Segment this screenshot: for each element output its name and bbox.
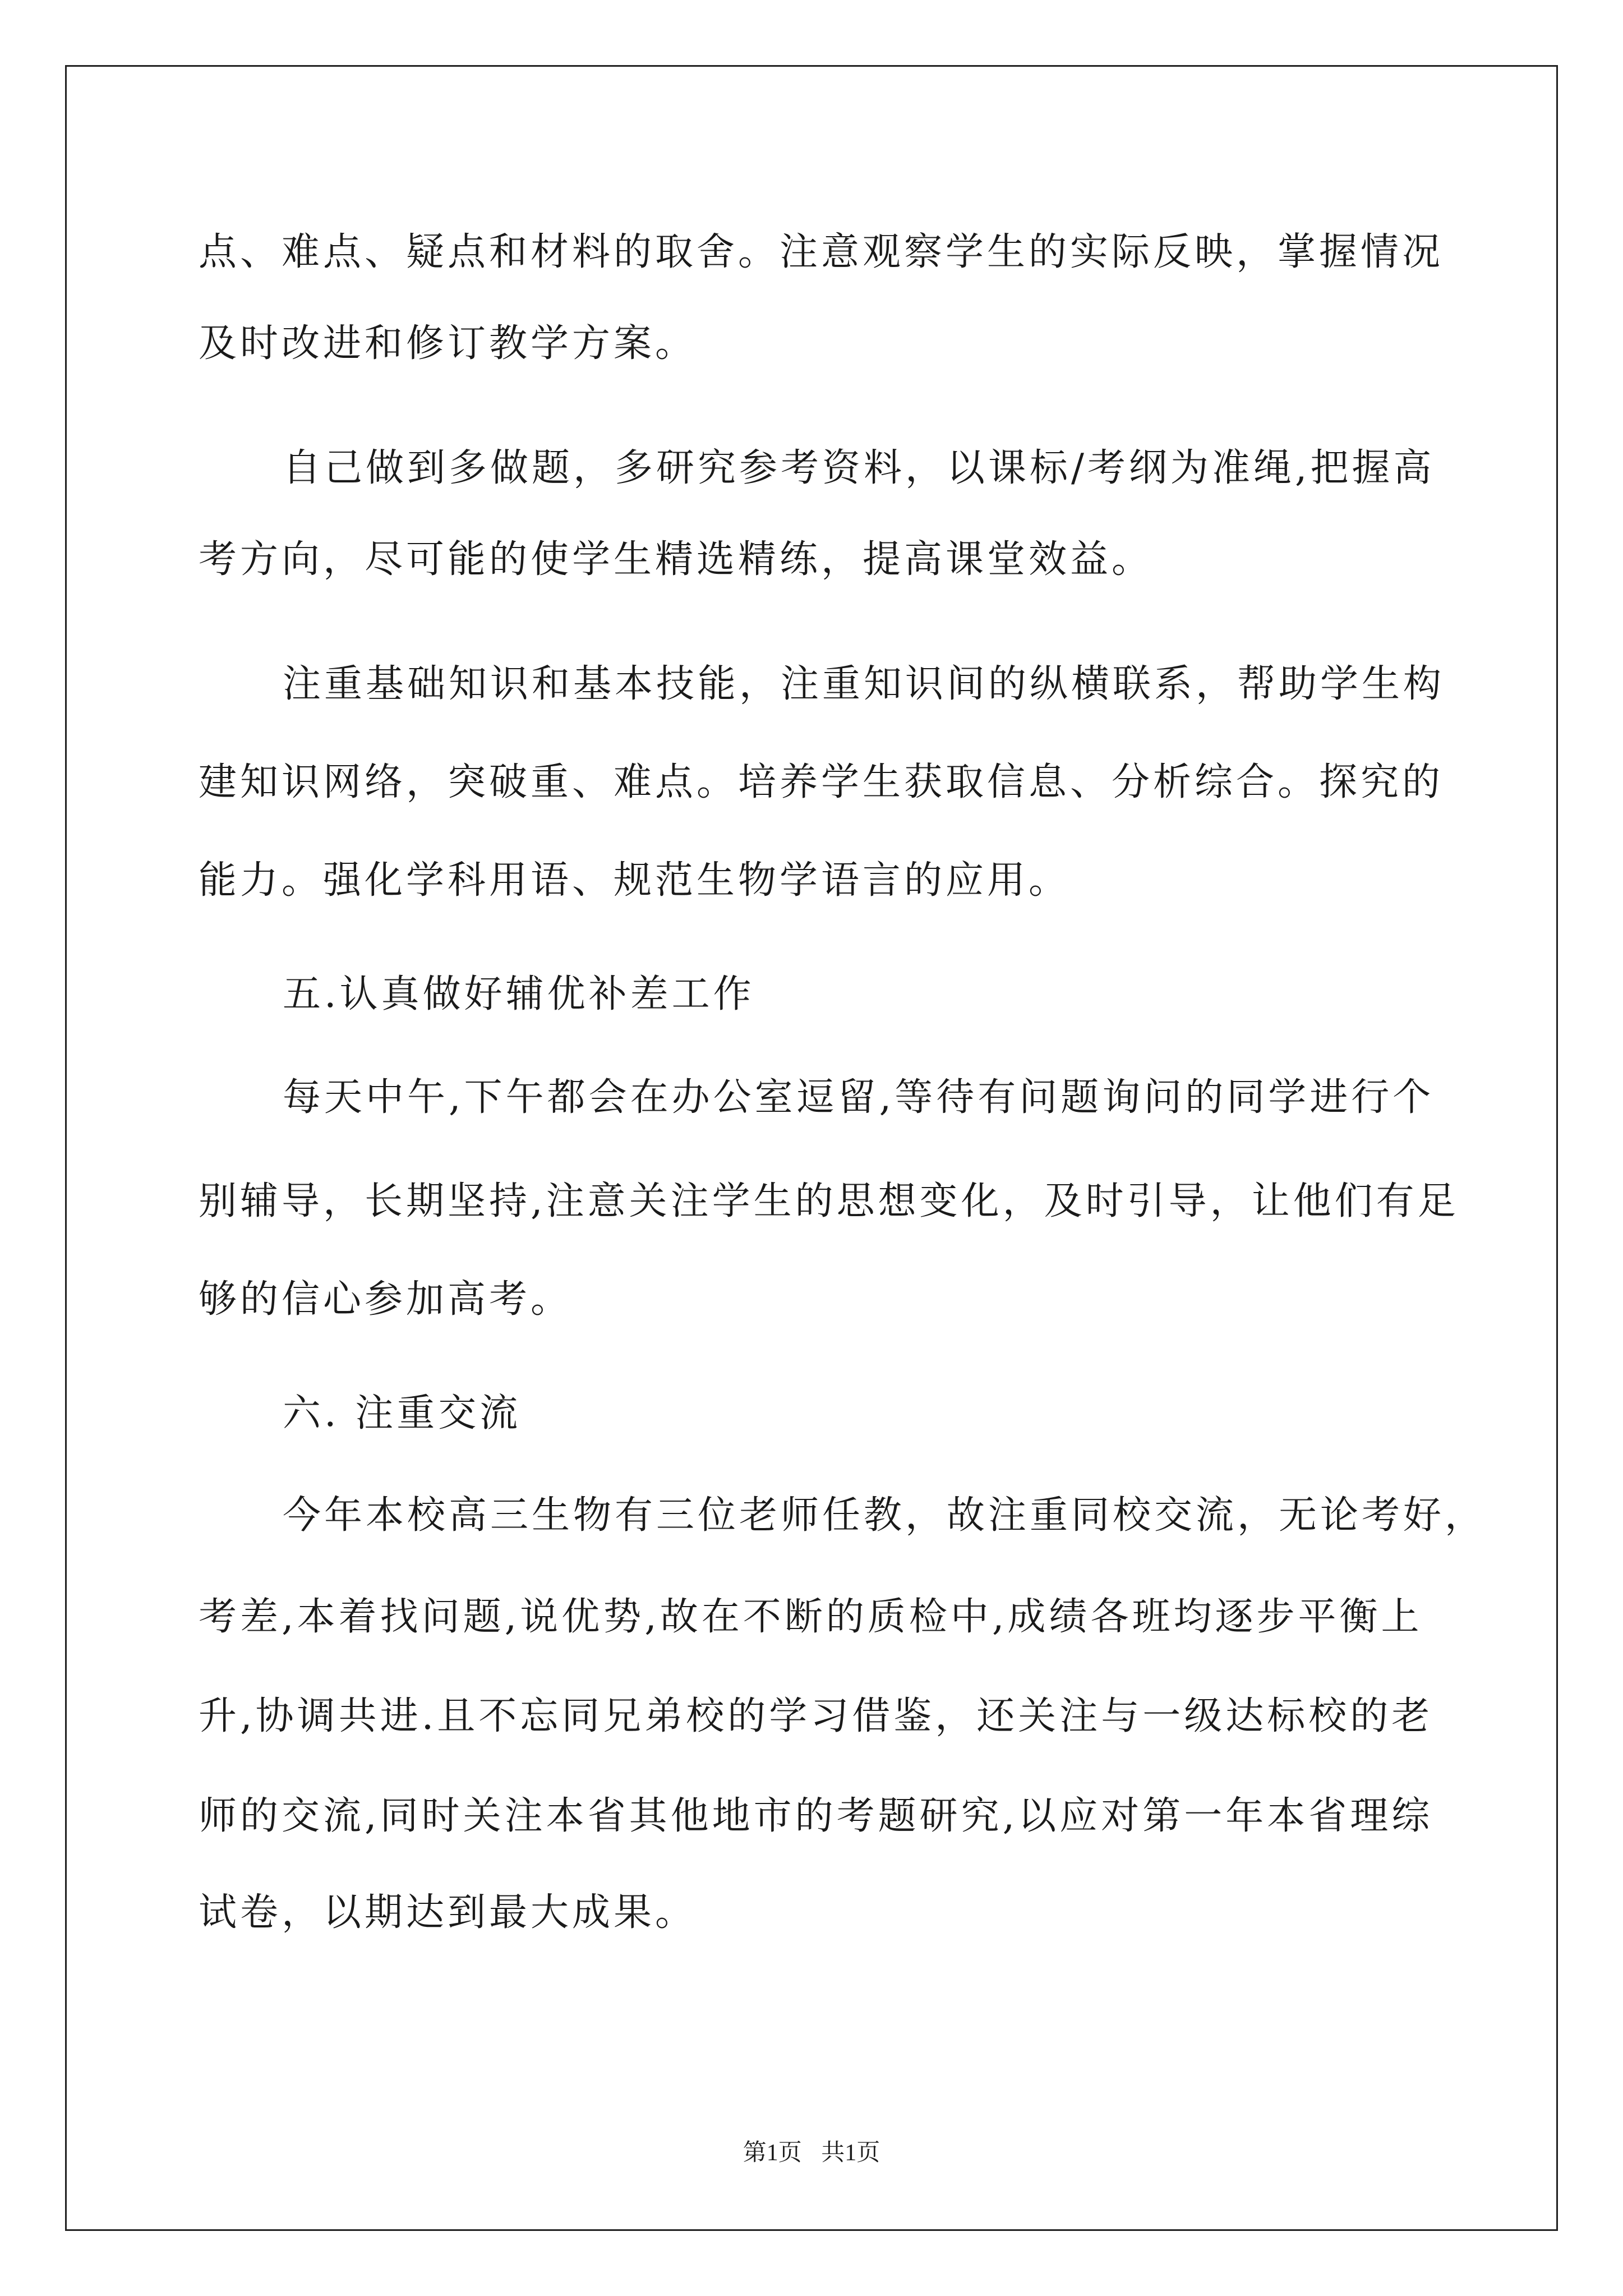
body-line: 够的信心参加高考。: [199, 1277, 573, 1322]
body-line: 考差,本着找问题,说优势,故在不断的质检中,成绩各班均逐步平衡上: [199, 1595, 1423, 1639]
section-heading-6: 六. 注重交流: [283, 1391, 522, 1435]
body-line: 及时改进和修订教学方案。: [199, 321, 697, 366]
body-line: 别辅导，长期坚持,注意关注学生的思想变化，及时引导，让他们有足: [199, 1179, 1459, 1223]
body-line: 建知识网络，突破重、难点。培养学生获取信息、分析综合。探究的: [199, 760, 1444, 804]
body-line: 考方向，尽可能的使学生精选精练，提高课堂效益。: [199, 537, 1154, 582]
paragraph-start-line: 每天中午,下午都会在办公室逗留,等待有问题询问的同学进行个: [283, 1075, 1435, 1120]
body-line: 升,协调共进.且不忘同兄弟校的学习借鉴，还关注与一级达标校的老: [199, 1694, 1433, 1738]
page-number-current: 第1页: [743, 2140, 802, 2166]
paragraph-start-line: 注重基础知识和基本技能，注重知识间的纵横联系，帮助学生构: [283, 662, 1445, 706]
paragraph-start-line: 今年本校高三生物有三位老师任教，故注重同校交流，无论考好，: [283, 1493, 1487, 1538]
body-line: 试卷，以期达到最大成果。: [199, 1890, 697, 1935]
page-footer: [0, 2137, 1623, 2169]
paragraph-start-line: 自己做到多做题，多研究参考资料，以课标/考纲为准绳,把握高: [283, 446, 1435, 490]
body-line: 师的交流,同时关注本省其他地市的考题研究,以应对第一年本省理综: [199, 1794, 1433, 1838]
page-number-total: 共1页: [821, 2140, 880, 2166]
body-line: 能力。强化学科用语、规范生物学语言的应用。: [199, 858, 1071, 903]
body-line: 点、难点、疑点和材料的取舍。注意观察学生的实际反映，掌握情况: [199, 230, 1444, 274]
section-heading-5: 五.认真做好辅优补差工作: [283, 972, 755, 1016]
